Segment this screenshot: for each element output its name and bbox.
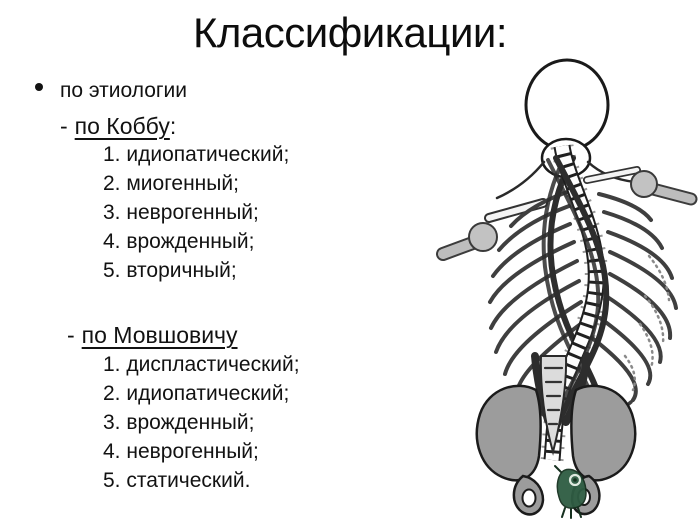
list-item: 1. диспластический; [103,353,300,376]
list-item: 5. статический. [103,469,251,492]
list-item: 3. неврогенный; [103,201,259,224]
list-item: 5. вторичный; [103,259,237,282]
bullet-marker [35,83,43,91]
list-item: 2. миогенный; [103,172,239,195]
page-title: Классификации: [192,9,508,56]
list-item: 4. неврогенный; [103,440,259,463]
list-item: 3. врожденный; [103,411,255,434]
list-item: 1. идиопатический; [103,143,290,166]
dash-marker: - [60,113,68,139]
list-item: 2. идиопатический; [103,382,290,405]
dash-marker: - [67,322,75,348]
movshovich-name: по Мовшовичу [81,322,238,348]
cobb-name: по Коббу [74,113,170,139]
sacrum [541,356,566,452]
scoliosis-skeleton-illustration [435,56,699,522]
section-movshovich-heading [67,322,238,349]
rib-stipple-shading [625,256,669,390]
section-cobb-heading [60,113,176,140]
etiology-heading: по этиологии [60,79,187,102]
list-item: 4. врожденный; [103,230,255,253]
cobb-suffix: : [169,113,177,139]
skeleton-svg [435,56,699,522]
